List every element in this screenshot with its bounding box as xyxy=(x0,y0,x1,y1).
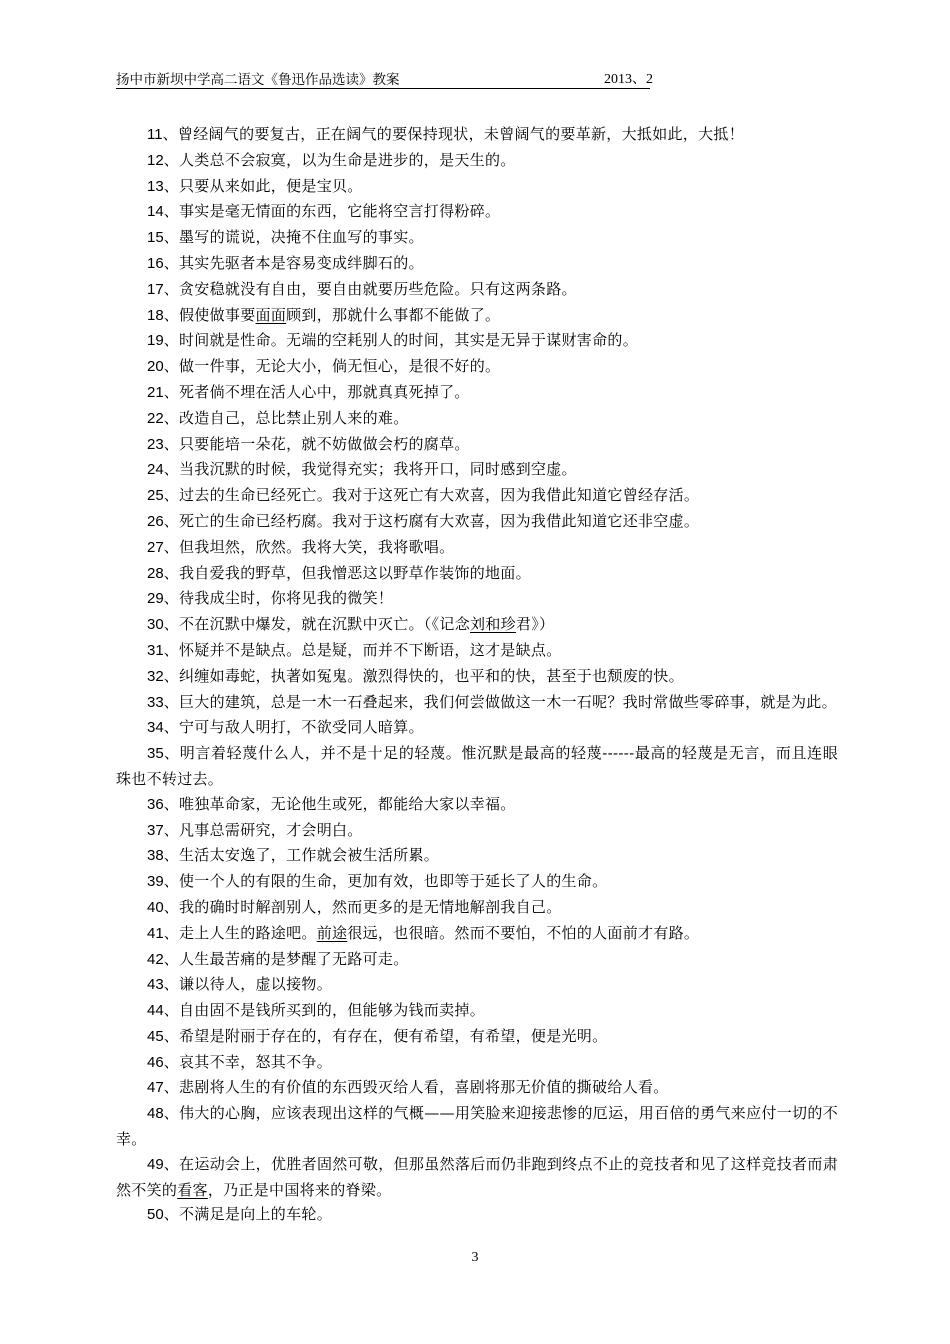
quote-text: 谦以待人，虚以接物。 xyxy=(179,975,333,994)
quote-text: ，乃正是中国将来的脊梁。 xyxy=(207,1180,392,1199)
quote-number: 11 xyxy=(147,126,163,143)
quote-text: 伟大的心胸，应该表现出这样的气概——用笑脸来迎接悲惨的厄运，用百倍的勇气来应付一切的不幸。 xyxy=(116,1104,838,1149)
quote-item: 24、当我沉默的时候，我觉得充实；我将开口，同时感到空虚。 xyxy=(147,460,577,479)
quote-number: 32 xyxy=(147,667,164,685)
quote-text: 过去的生命已经死亡。我对于这死亡有大欢喜，因为我借此知道它曾经存活。 xyxy=(179,486,700,505)
quote-text: 怀疑并不是缺点。总是疑，而并不下断语，这才是缺点。 xyxy=(179,640,562,659)
quote-number: 28 xyxy=(147,564,164,582)
quote-number: 31 xyxy=(147,641,164,659)
quote-text: 君》） xyxy=(515,615,555,634)
header-date: 2013、2 xyxy=(604,72,653,87)
quote-text: 不满足是向上的车轮。 xyxy=(179,1205,333,1224)
quote-number: 20 xyxy=(147,358,164,376)
quote-text: 我自爱我的野草，但我憎恶这以野草作装饰的地面。 xyxy=(179,563,531,582)
quote-text: 但我坦然，欣然。我将大笑，我将歌唱。 xyxy=(179,537,455,556)
quote-number: 38 xyxy=(147,847,164,865)
quote-number: 17 xyxy=(147,280,164,298)
quote-text: 巨大的建筑，总是一木一石叠起来，我们何尝做做这一木一石呢？我时常做些零碎事，就是为此。 xyxy=(179,692,837,711)
quote-number: 14 xyxy=(147,203,164,221)
quote-item: 18、假使做事要面面顾到，那就什么事都不能做了。 xyxy=(147,305,501,324)
underlined-text: 刘和珍 xyxy=(470,615,516,634)
quote-item: 25、过去的生命已经死亡。我对于这死亡有大欢喜，因为我借此知道它曾经存活。 xyxy=(147,486,700,505)
quote-text: 很远，也很暗。然而不要怕，不怕的人面前才有路。 xyxy=(347,923,700,942)
quote-number: 12 xyxy=(147,151,164,169)
quote-text: 生活太安逸了，工作就会被生活所累。 xyxy=(179,846,440,865)
quote-item: 44、自由固不是钱所买到的，但能够为钱而卖掉。 xyxy=(147,1001,486,1020)
quote-item: 42、人生最苦痛的是梦醒了无路可走。 xyxy=(147,949,409,968)
quote-number: 36 xyxy=(147,795,164,813)
quote-list xyxy=(116,122,838,1228)
quote-number: 44 xyxy=(147,1002,164,1020)
quote-text: 待我成尘时，你将见我的微笑！ xyxy=(179,589,394,608)
quote-number: 42 xyxy=(147,950,164,968)
quote-number: 19 xyxy=(147,332,164,350)
quote-text: 时间就是性命。无端的空耗别人的时间，其实是无异于谋财害命的。 xyxy=(179,331,639,350)
quote-text: 走上人生的路途吧。 xyxy=(179,923,317,942)
quote-text: 做一件事，无论大小，倘无恒心，是很不好的。 xyxy=(179,357,501,376)
quote-item: 36、唯独革命家，无论他生或死，都能给大家以幸福。 xyxy=(147,794,516,813)
quote-number: 39 xyxy=(147,873,164,891)
quote-item: 39、使一个人的有限的生命，更加有效，也即等于延长了人的生命。 xyxy=(147,872,608,891)
quote-text: 宁可与敌人明打，不欲受同人暗算。 xyxy=(179,718,424,737)
quote-number: 23 xyxy=(147,435,164,453)
quote-item: 28、我自爱我的野草，但我憎恶这以野草作装饰的地面。 xyxy=(147,563,531,582)
quote-item: 41、走上人生的路途吧。前途很远，也很暗。然而不要怕，不怕的人面前才有路。 xyxy=(147,923,700,942)
quote-item: 35、明言着轻蔑什么人，并不是十足的轻蔑。惟沉默是最高的轻蔑------最高的轻蔑是无言，而且连眼珠也不转过去。 xyxy=(116,744,838,788)
quote-number: 24 xyxy=(147,461,164,479)
quote-item: 12、人类总不会寂寞，以为生命是进步的，是天生的。 xyxy=(147,150,516,169)
quote-item: 23、只要能培一朵花，就不妨做做会朽的腐草。 xyxy=(147,434,470,453)
quote-text: 凡事总需研究，才会明白。 xyxy=(179,820,363,839)
header-title: 扬中市新坝中学高二语文《鲁迅作品选读》教案 xyxy=(116,72,400,88)
quote-text: 死者倘不埋在活人心中，那就真真死掉了。 xyxy=(179,382,470,401)
quote-item: 32、纠缠如毒蛇，执著如冤鬼。激烈得快的，也平和的快，甚至于也颓废的快。 xyxy=(147,666,684,685)
quote-text: 假使做事要 xyxy=(179,305,256,324)
quote-number: 27 xyxy=(147,538,164,556)
quote-text: 墨写的谎说，决掩不住血写的事实。 xyxy=(179,228,424,247)
quote-text: 自由固不是钱所买到的，但能够为钱而卖掉。 xyxy=(179,1001,486,1020)
quote-text: 我的确时时解剖别人，然而更多的是无情地解剖我自己。 xyxy=(179,897,562,916)
underlined-text: 看客 xyxy=(177,1180,208,1199)
quote-item: 38、生活太安逸了，工作就会被生活所累。 xyxy=(147,846,440,865)
quote-item: 15、墨写的谎说，决掩不住血写的事实。 xyxy=(147,228,424,247)
quote-item: 49、在运动会上，优胜者固然可敬，但那虽然落后而仍非跑到终点不止的竞技者和见了这样竞技者而肃然不笑的看客，乃正是中国将来的脊梁。 xyxy=(116,1154,838,1199)
quote-text: 贪安稳就没有自由，要自由就要历些危险。只有这两条路。 xyxy=(179,279,577,298)
quote-number: 34 xyxy=(147,719,164,737)
quote-text: 死亡的生命已经朽腐。我对于这朽腐有大欢喜，因为我借此知道它还非空虚。 xyxy=(179,511,700,530)
quote-text: 在运动会上，优胜者固然可敬，但那虽然落后而仍非跑到终点不止的竞技者和见了这样竞技者而肃然不笑的 xyxy=(116,1154,838,1199)
quote-number: 49 xyxy=(147,1155,164,1173)
quote-item: 31、怀疑并不是缺点。总是疑，而并不下断语，这才是缺点。 xyxy=(147,640,562,659)
quote-item: 40、我的确时时解剖别人，然而更多的是无情地解剖我自己。 xyxy=(147,897,562,916)
quote-text: 唯独革命家，无论他生或死，都能给大家以幸福。 xyxy=(179,794,516,813)
quote-item: 17、贪安稳就没有自由，要自由就要历些危险。只有这两条路。 xyxy=(147,279,577,298)
quote-number: 43 xyxy=(147,976,164,994)
quote-text: 人生最苦痛的是梦醒了无路可走。 xyxy=(179,949,409,968)
quote-number: 41 xyxy=(147,924,164,942)
quote-number: 46 xyxy=(147,1053,164,1071)
quote-item: 21、死者倘不埋在活人心中，那就真真死掉了。 xyxy=(147,382,470,401)
page-header xyxy=(116,66,653,89)
quote-number: 22 xyxy=(147,409,164,427)
quote-number: 15 xyxy=(147,229,164,247)
quote-text: 事实是毫无情面的东西，它能将空言打得粉碎。 xyxy=(179,202,501,221)
quote-item: 47、悲剧将人生的有价值的东西毁灭给人看，喜剧将那无价值的撕破给人看。 xyxy=(147,1078,669,1097)
quote-number: 48 xyxy=(147,1105,164,1123)
quote-number: 45 xyxy=(147,1027,164,1045)
quote-item: 13、只要从来如此，便是宝贝。 xyxy=(147,176,363,195)
quote-item: 29、待我成尘时，你将见我的微笑！ xyxy=(147,589,394,608)
quote-item: 48、伟大的心胸，应该表现出这样的气概——用笑脸来迎接悲惨的厄运，用百倍的勇气来应付一切的不幸。 xyxy=(116,1104,838,1149)
quote-text: 人类总不会寂寞，以为生命是进步的，是天生的。 xyxy=(179,150,516,169)
page-number: 3 xyxy=(471,1250,479,1265)
quote-item: 19、时间就是性命。无端的空耗别人的时间，其实是无异于谋财害命的。 xyxy=(147,331,639,350)
underlined-text: 面面 xyxy=(255,305,287,324)
quote-item: 50、不满足是向上的车轮。 xyxy=(147,1205,333,1224)
quote-item: 37、凡事总需研究，才会明白。 xyxy=(147,820,363,839)
quote-number: 26 xyxy=(147,512,164,530)
quote-number: 25 xyxy=(147,487,164,505)
quote-item: 30、不在沉默中爆发，就在沉默中灭亡。（《记念刘和珍君》） xyxy=(147,615,555,634)
quote-number: 47 xyxy=(147,1079,164,1097)
quote-text: 其实先驱者本是容易变成绊脚石的。 xyxy=(179,253,424,272)
quote-item: 27、但我坦然，欣然。我将大笑，我将歌唱。 xyxy=(147,537,455,556)
quote-text: 希望是附丽于存在的，有存在，便有希望，有希望，便是光明。 xyxy=(179,1026,608,1045)
quote-item: 33、巨大的建筑，总是一木一石叠起来，我们何尝做做这一木一石呢？我时常做些零碎事，就是为此。 xyxy=(147,692,837,711)
quote-number: 16 xyxy=(147,254,164,272)
quote-text: 当我沉默的时候，我觉得充实；我将开口，同时感到空虚。 xyxy=(179,460,577,479)
quote-item: 16、其实先驱者本是容易变成绊脚石的。 xyxy=(147,253,424,272)
quote-text: 曾经阔气的要复古，正在阔气的要保持现状，未曾阔气的要革新，大抵如此，大抵！ xyxy=(177,125,744,143)
quote-item: 26、死亡的生命已经朽腐。我对于这朽腐有大欢喜，因为我借此知道它还非空虚。 xyxy=(147,511,700,530)
quote-text: 使一个人的有限的生命，更加有效，也即等于延长了人的生命。 xyxy=(179,872,608,891)
quote-text: 不在沉默中爆发，就在沉默中灭亡。（《记念 xyxy=(179,615,471,634)
quote-item: 14、事实是毫无情面的东西，它能将空言打得粉碎。 xyxy=(147,202,501,221)
quote-number: 29 xyxy=(147,590,164,608)
quote-item: 34、宁可与敌人明打，不欲受同人暗算。 xyxy=(147,718,424,737)
quote-text: 明言着轻蔑什么人，并不是十足的轻蔑。惟沉默是最高的轻蔑------最高的轻蔑是无言，而且连眼珠也不转过去。 xyxy=(116,744,838,788)
quote-text: 哀其不幸，怒其不争。 xyxy=(179,1052,333,1071)
quote-text: 只要能培一朵花，就不妨做做会朽的腐草。 xyxy=(179,434,470,453)
quote-number: 37 xyxy=(147,821,164,839)
quote-text: 纠缠如毒蛇，执著如冤鬼。激烈得快的，也平和的快，甚至于也颓废的快。 xyxy=(179,666,684,685)
quote-text: 改造自己，总比禁止别人来的难。 xyxy=(179,408,409,427)
quote-number: 30 xyxy=(147,616,164,634)
quote-item: 45、希望是附丽于存在的，有存在，便有希望，有希望，便是光明。 xyxy=(147,1026,608,1045)
quote-item: 43、谦以待人，虚以接物。 xyxy=(147,975,333,994)
quote-number: 13 xyxy=(147,177,164,195)
quote-item: 11、曾经阔气的要复古，正在阔气的要保持现状，未曾阔气的要革新，大抵如此，大抵！ xyxy=(147,125,744,143)
quote-text: 只要从来如此，便是宝贝。 xyxy=(179,176,363,195)
quote-text: 悲剧将人生的有价值的东西毁灭给人看，喜剧将那无价值的撕破给人看。 xyxy=(179,1078,669,1097)
quote-item: 46、哀其不幸，怒其不争。 xyxy=(147,1052,333,1071)
quote-number: 50 xyxy=(147,1206,164,1224)
quote-item: 20、做一件事，无论大小，倘无恒心，是很不好的。 xyxy=(147,357,501,376)
quote-item: 22、改造自己，总比禁止别人来的难。 xyxy=(147,408,409,427)
quote-number: 40 xyxy=(147,898,164,916)
quote-number: 21 xyxy=(147,383,164,401)
quote-number: 18 xyxy=(147,306,164,324)
quote-text: 顾到，那就什么事都不能做了。 xyxy=(286,305,501,324)
underlined-text: 前途 xyxy=(316,923,348,942)
quote-number: 35 xyxy=(147,745,164,763)
quote-number: 33 xyxy=(147,693,164,711)
